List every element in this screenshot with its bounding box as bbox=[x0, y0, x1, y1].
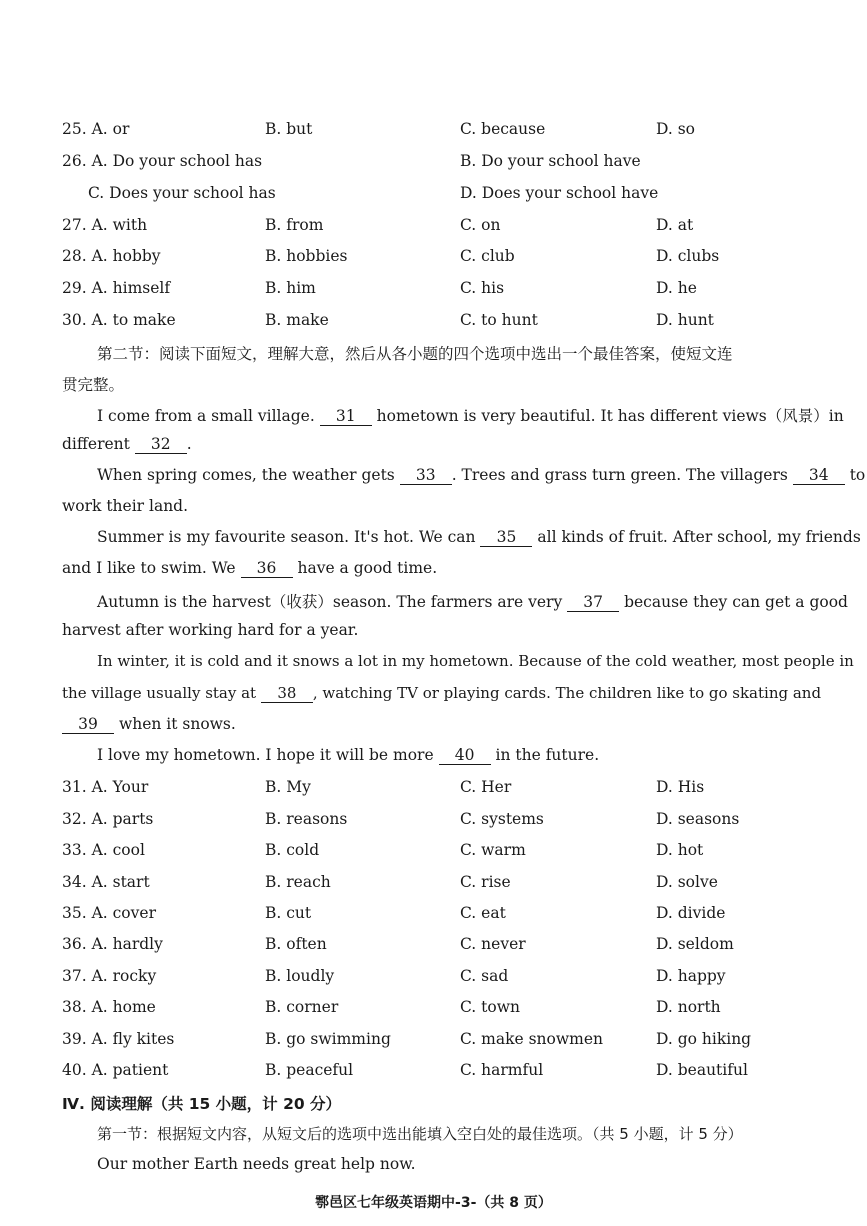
passage-text: when it snows. bbox=[118, 715, 236, 733]
option-c: C. warm bbox=[460, 841, 526, 859]
blank-36: 36 bbox=[241, 560, 293, 578]
passage-text: Summer is my favourite season. It's hot. We can bbox=[97, 528, 476, 546]
option-b: B. reach bbox=[265, 873, 331, 891]
passage-text: have a good time. bbox=[297, 559, 438, 577]
passage-line: work their land. bbox=[62, 497, 189, 515]
option-d: D. at bbox=[656, 216, 694, 234]
option-c: C. Does your school has bbox=[88, 184, 276, 202]
question-row bbox=[0, 1061, 867, 1087]
question-row bbox=[0, 311, 867, 337]
section4-heading: Ⅳ. 阅读理解（共 15 小题，计 20 分） bbox=[62, 1095, 342, 1113]
option-d: D. His bbox=[656, 778, 705, 796]
option-a: 32. A. parts bbox=[62, 810, 154, 828]
option-a: 33. A. cool bbox=[62, 841, 145, 859]
passage-text: hometown is very beautiful. It has different views（风景）in bbox=[376, 407, 844, 425]
option-b: B. peaceful bbox=[265, 1061, 354, 1079]
blank-38: 38 bbox=[261, 685, 313, 703]
passage-line bbox=[97, 528, 861, 547]
passage-text: . Trees and grass turn green. The villagers bbox=[451, 466, 788, 484]
option-c: C. make snowmen bbox=[460, 1030, 603, 1048]
option-b: B. reasons bbox=[265, 810, 348, 828]
passage-text: When spring comes, the weather gets bbox=[97, 466, 395, 484]
option-a: 34. A. start bbox=[62, 873, 150, 891]
passage-text: Autumn is the harvest（收获）season. The farmers are very bbox=[97, 593, 563, 611]
question-row bbox=[0, 935, 867, 961]
option-d: D. happy bbox=[656, 967, 726, 985]
blank-37: 37 bbox=[567, 594, 619, 612]
question-row bbox=[0, 279, 867, 305]
option-d: D. he bbox=[656, 279, 697, 297]
option-b: B. make bbox=[265, 311, 329, 329]
question-row bbox=[0, 120, 867, 146]
option-d: D. divide bbox=[656, 904, 726, 922]
option-a: 39. A. fly kites bbox=[62, 1030, 175, 1048]
question-row bbox=[0, 1030, 867, 1056]
question-row bbox=[0, 841, 867, 867]
passage-line bbox=[97, 746, 807, 765]
option-d: D. seldom bbox=[656, 935, 734, 953]
option-b: B. hobbies bbox=[265, 247, 348, 265]
option-b: B. but bbox=[265, 120, 313, 138]
question-row bbox=[0, 904, 867, 930]
option-d: D. seasons bbox=[656, 810, 740, 828]
option-b: B. loudly bbox=[265, 967, 335, 985]
passage-text: , watching TV or playing cards. The children like to go skating and bbox=[312, 684, 822, 702]
passage-line: In winter, it is cold and it snows a lot in my hometown. Because of the cold weather, most people in bbox=[97, 652, 854, 670]
option-d: D. north bbox=[656, 998, 721, 1016]
passage-first-line: Our mother Earth needs great help now. bbox=[97, 1155, 416, 1173]
blank-39: 39 bbox=[62, 716, 114, 734]
option-c: C. because bbox=[460, 120, 546, 138]
question-row bbox=[0, 778, 867, 804]
option-d: D. so bbox=[656, 120, 696, 138]
blank-40: 40 bbox=[439, 747, 491, 765]
option-a: 28. A. hobby bbox=[62, 247, 161, 265]
question-row bbox=[0, 998, 867, 1024]
option-c: C. on bbox=[460, 216, 501, 234]
option-b: B. cold bbox=[265, 841, 320, 859]
passage-text: I come from a small village. bbox=[97, 407, 315, 425]
passage-text: . bbox=[186, 435, 192, 453]
option-a: 40. A. patient bbox=[62, 1061, 169, 1079]
passage-text: I love my hometown. I hope it will be more bbox=[97, 746, 434, 764]
option-b: B. go swimming bbox=[265, 1030, 391, 1048]
option-a: 35. A. cover bbox=[62, 904, 156, 922]
passage-line bbox=[62, 559, 807, 578]
question-row bbox=[0, 184, 867, 210]
passage-text: different bbox=[62, 435, 130, 453]
option-b: B. often bbox=[265, 935, 327, 953]
option-a: 27. A. with bbox=[62, 216, 148, 234]
option-a: 26. A. Do your school has bbox=[62, 152, 263, 170]
question-row bbox=[0, 967, 867, 993]
option-b: B. from bbox=[265, 216, 324, 234]
passage-line: harvest after working hard for a year. bbox=[62, 621, 359, 639]
passage-text: and I like to swim. We bbox=[62, 559, 236, 577]
option-d: D. solve bbox=[656, 873, 718, 891]
option-c: C. club bbox=[460, 247, 515, 265]
option-a: 38. A. home bbox=[62, 998, 156, 1016]
option-d: D. Does your school have bbox=[460, 184, 659, 202]
passage-line bbox=[62, 715, 807, 734]
blank-33: 33 bbox=[400, 467, 452, 485]
option-c: C. eat bbox=[460, 904, 506, 922]
option-d: D. hot bbox=[656, 841, 704, 859]
option-b: B. Do your school have bbox=[460, 152, 641, 170]
passage-text: to bbox=[849, 466, 866, 484]
passage-text: the village usually stay at bbox=[62, 684, 257, 702]
option-c: C. to hunt bbox=[460, 311, 538, 329]
option-a: 29. A. himself bbox=[62, 279, 171, 297]
passage-text: because they can get a good bbox=[624, 593, 848, 611]
option-c: C. town bbox=[460, 998, 520, 1016]
option-a: 31. A. Your bbox=[62, 778, 149, 796]
option-d: D. clubs bbox=[656, 247, 720, 265]
option-b: B. corner bbox=[265, 998, 339, 1016]
passage-line bbox=[62, 435, 807, 454]
question-row bbox=[0, 152, 867, 178]
page-footer: 鄠邑区七年级英语期中-3-（共 8 页） bbox=[315, 1195, 552, 1211]
passage-line bbox=[62, 684, 822, 703]
option-b: B. My bbox=[265, 778, 311, 796]
option-c: C. his bbox=[460, 279, 505, 297]
option-b: B. him bbox=[265, 279, 316, 297]
option-a: 37. A. rocky bbox=[62, 967, 157, 985]
option-c: C. harmful bbox=[460, 1061, 544, 1079]
passage-line bbox=[97, 466, 866, 485]
question-row bbox=[0, 873, 867, 899]
section2-instruction-cont: 贯完整。 bbox=[62, 376, 125, 394]
option-a: 30. A. to make bbox=[62, 311, 176, 329]
blank-35: 35 bbox=[480, 529, 532, 547]
question-row bbox=[0, 247, 867, 273]
option-d: D. beautiful bbox=[656, 1061, 748, 1079]
blank-34: 34 bbox=[793, 467, 845, 485]
option-b: B. cut bbox=[265, 904, 312, 922]
blank-31: 31 bbox=[320, 408, 372, 426]
option-a: 25. A. or bbox=[62, 120, 130, 138]
option-c: C. systems bbox=[460, 810, 544, 828]
section2-instruction: 第二节：阅读下面短文，理解大意，然后从各小题的四个选项中选出一个最佳答案，使短文连 bbox=[97, 345, 733, 363]
passage-line bbox=[97, 590, 848, 612]
option-d: D. go hiking bbox=[656, 1030, 752, 1048]
option-c: C. never bbox=[460, 935, 526, 953]
option-c: C. Her bbox=[460, 778, 512, 796]
option-a: 36. A. hardly bbox=[62, 935, 163, 953]
question-row bbox=[0, 810, 867, 836]
passage-line bbox=[97, 404, 844, 426]
option-c: C. rise bbox=[460, 873, 511, 891]
section4-subheading: 第一节：根据短文内容，从短文后的选项中选出能填入空白处的最佳选项。（共 5 小题，计 5 分） bbox=[97, 1125, 743, 1143]
question-row bbox=[0, 216, 867, 242]
option-c: C. sad bbox=[460, 967, 509, 985]
passage-text: all kinds of fruit. After school, my friends bbox=[537, 528, 861, 546]
passage-text: in the future. bbox=[495, 746, 600, 764]
option-d: D. hunt bbox=[656, 311, 714, 329]
blank-32: 32 bbox=[135, 436, 187, 454]
